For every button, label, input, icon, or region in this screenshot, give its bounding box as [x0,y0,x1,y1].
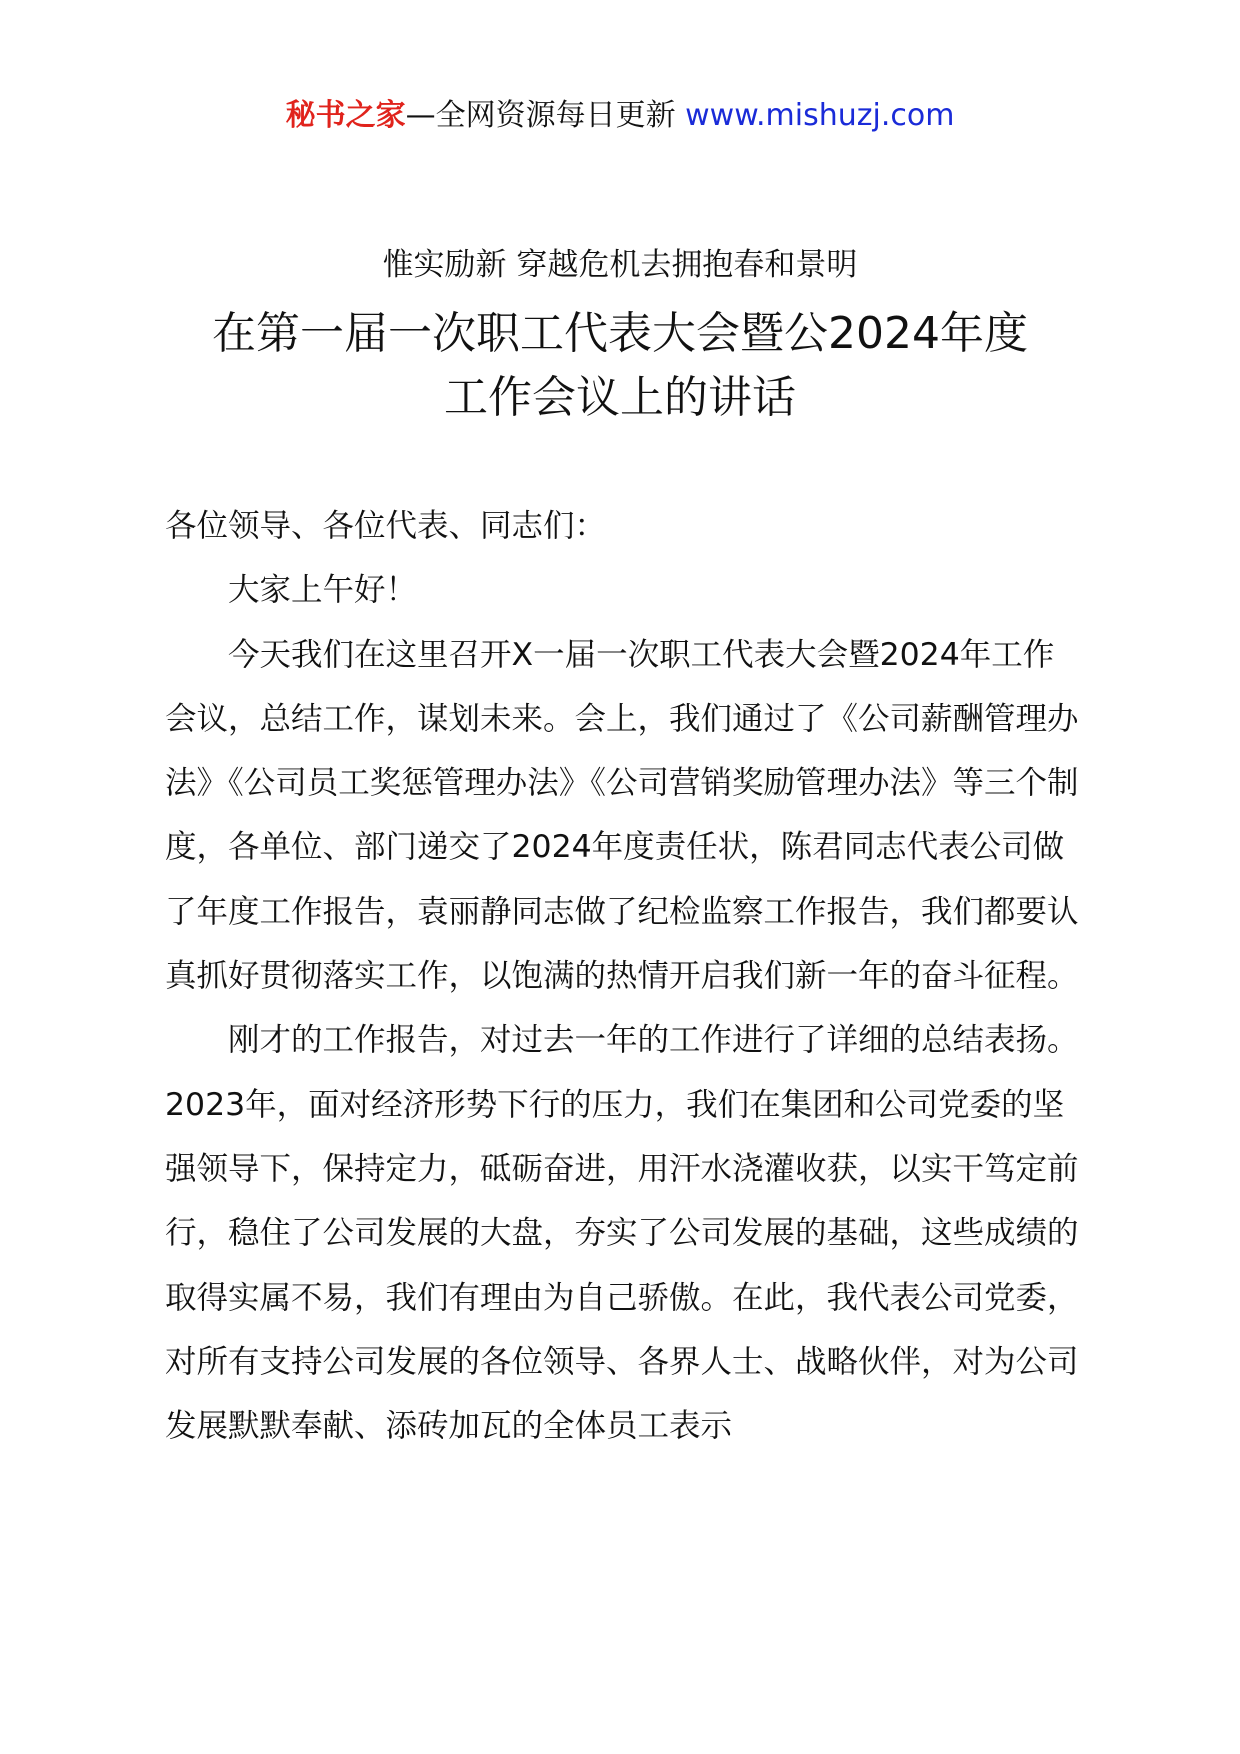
document-title [0,302,1240,430]
document-subtitle: 惟实励新 穿越危机去拥抱春和景明 [382,247,858,283]
greeting: 大家上午好！ [228,572,418,609]
document-body [165,494,1085,1458]
site-tagline: —全网资源每日更新 [405,98,686,133]
salutation: 各位领导、各位代表、同志们： [165,508,607,544]
site-url-link[interactable]: www.mishuzj.com [685,98,955,133]
body-paragraph-1: 今天我们在这里召开X一届一次职工代表大会暨2024年工作会议，总结工作，谋划未来。会上，我们通过了《公司薪酬管理办法》《公司员工奖惩管理办法》《公司营销奖励管理办法》等三个制度，各单位、部门递交了2024年度责任状，陈君同志代表公司做了年度工作报告，袁丽静同志做了纪检监察工作报告，我们都要认真抓好贯彻落实工作，以饱满的热情开启我们新一年的奋斗征程。 [165,636,1079,995]
document-title-line-1: 在第一届一次职工代表大会暨公2024年度 [212,308,1028,359]
document-title-line-2: 工作会议上的讲话 [444,372,796,423]
site-header [0,96,1240,136]
site-brand: 秘书之家 [285,98,406,133]
body-paragraph-2: 刚才的工作报告，对过去一年的工作进行了详细的总结表扬。2023年，面对经济形势下行的压力，我们在集团和公司党委的坚强领导下，保持定力，砥砺奋进，用汗水浇灌收获，以实干笃定前行，稳住了公司发展的大盘，夯实了公司发展的基础，这些成绩的取得实属不易，我们有理由为自己骄傲。在此，我代表公司党委，对所有支持公司发展的各位领导、各界人士、战略伙伴，对为公司发展默默奉献、添砖加瓦的全体员工表示 [165,1022,1079,1445]
